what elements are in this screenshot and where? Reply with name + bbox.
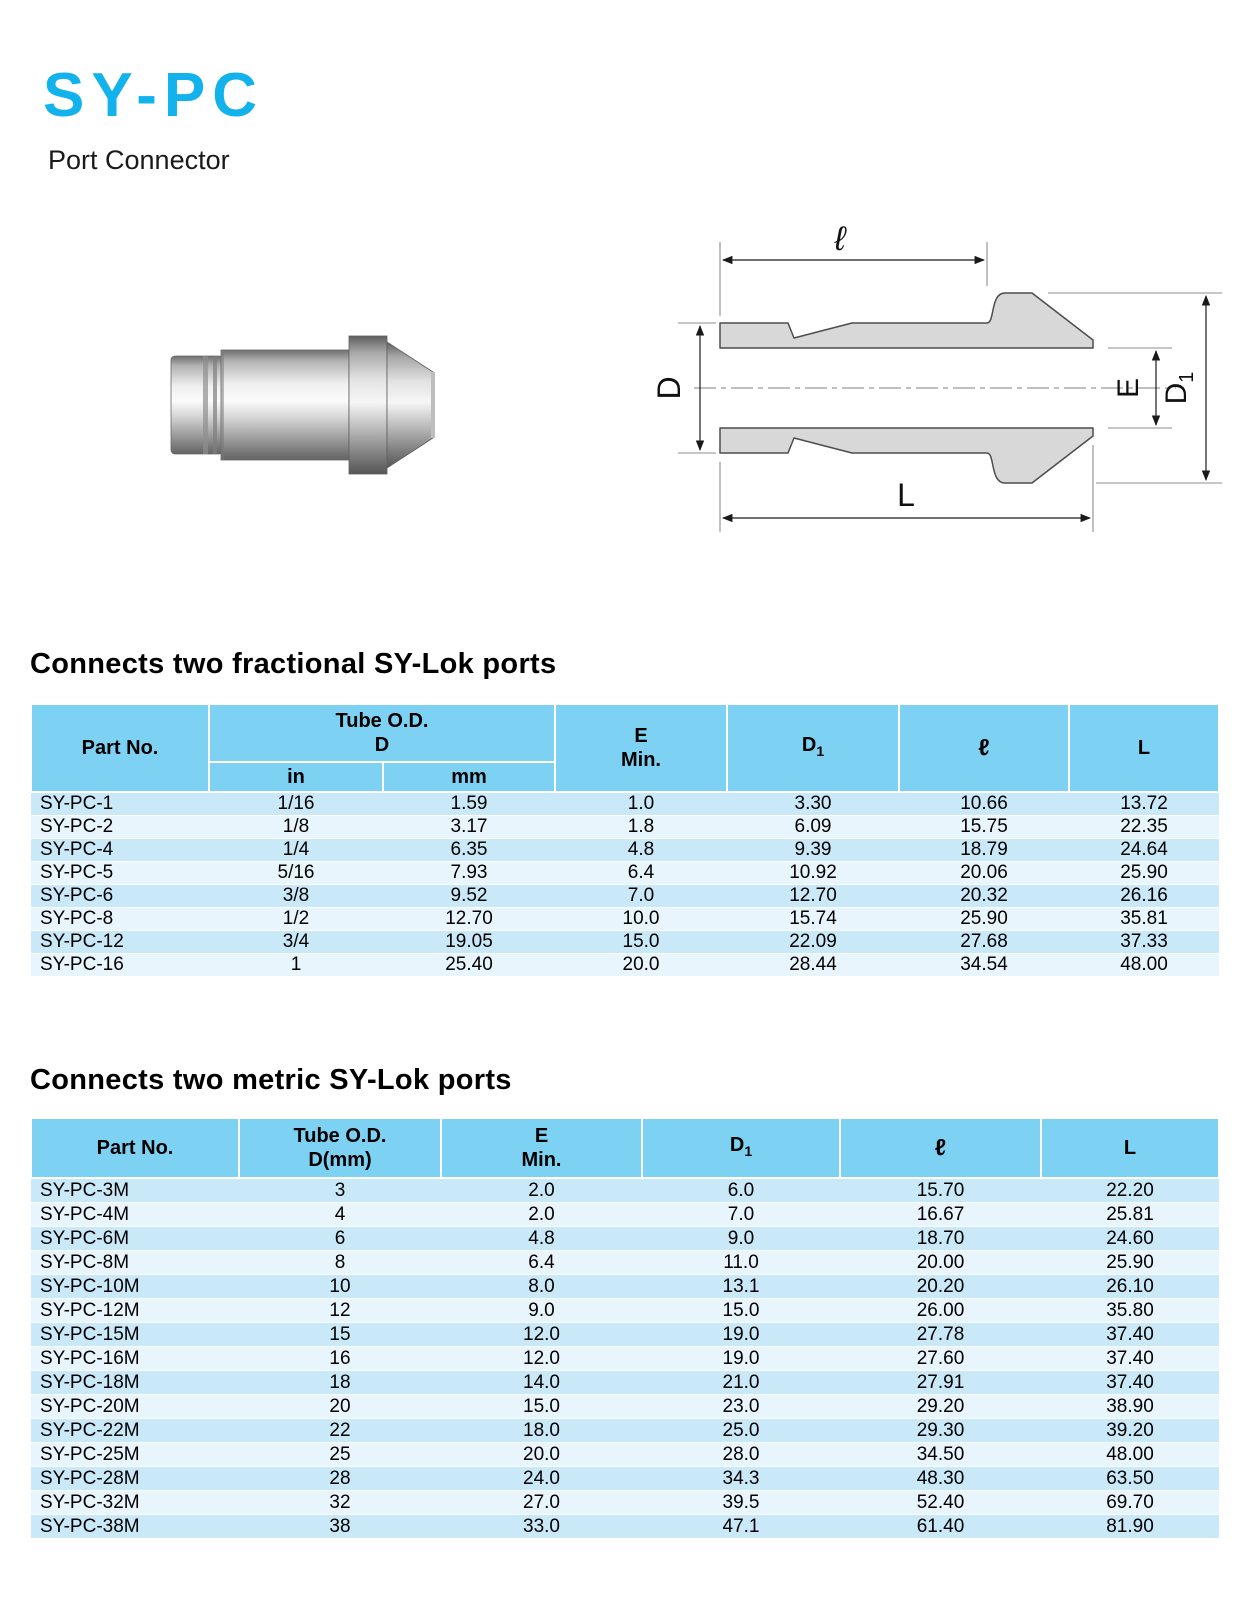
value-cell: 3/8 bbox=[209, 885, 383, 908]
value-cell: 52.40 bbox=[840, 1491, 1041, 1515]
value-cell: 34.3 bbox=[642, 1467, 840, 1491]
part-no-cell: SY-PC-38M bbox=[31, 1515, 239, 1539]
part-no-cell: SY-PC-15M bbox=[31, 1323, 239, 1347]
value-cell: 10.66 bbox=[899, 792, 1069, 816]
col-header-in: in bbox=[209, 762, 383, 792]
value-cell: 15.0 bbox=[441, 1395, 642, 1419]
value-cell: 24.60 bbox=[1041, 1227, 1219, 1251]
e-line2: Min. bbox=[521, 1149, 562, 1171]
value-cell: 12.70 bbox=[727, 885, 899, 908]
value-cell: 23.0 bbox=[642, 1395, 840, 1419]
value-cell: 13.72 bbox=[1069, 792, 1219, 816]
table-row bbox=[31, 1395, 1219, 1419]
fractional-table bbox=[30, 703, 1220, 976]
value-cell: 19.05 bbox=[383, 931, 555, 954]
value-cell: 7.93 bbox=[383, 862, 555, 885]
value-cell: 47.1 bbox=[642, 1515, 840, 1539]
value-cell: 27.60 bbox=[840, 1347, 1041, 1371]
value-cell: 27.0 bbox=[441, 1491, 642, 1515]
part-no-cell: SY-PC-16M bbox=[31, 1347, 239, 1371]
value-cell: 10 bbox=[239, 1275, 441, 1299]
value-cell: 25.90 bbox=[1069, 862, 1219, 885]
table-row bbox=[31, 1251, 1219, 1275]
value-cell: 20.32 bbox=[899, 885, 1069, 908]
value-cell: 12 bbox=[239, 1299, 441, 1323]
table-row bbox=[31, 1299, 1219, 1323]
part-no-cell: SY-PC-25M bbox=[31, 1443, 239, 1467]
metric-table bbox=[30, 1117, 1220, 1538]
col-header-part-no: Part No. bbox=[31, 704, 209, 792]
col-header-e-min bbox=[441, 1118, 642, 1178]
part-no-cell: SY-PC-18M bbox=[31, 1371, 239, 1395]
part-no-cell: SY-PC-28M bbox=[31, 1467, 239, 1491]
value-cell: 27.91 bbox=[840, 1371, 1041, 1395]
part-no-cell: SY-PC-22M bbox=[31, 1419, 239, 1443]
value-cell: 1/2 bbox=[209, 908, 383, 931]
value-cell: 1/8 bbox=[209, 816, 383, 839]
value-cell: 1 bbox=[209, 954, 383, 977]
value-cell: 1/16 bbox=[209, 792, 383, 816]
value-cell: 6.4 bbox=[555, 862, 727, 885]
table-row bbox=[31, 1491, 1219, 1515]
value-cell: 69.70 bbox=[1041, 1491, 1219, 1515]
value-cell: 28 bbox=[239, 1467, 441, 1491]
table-row bbox=[31, 1347, 1219, 1371]
table-row bbox=[31, 1371, 1219, 1395]
table-row bbox=[31, 816, 1219, 839]
col-header-d1: $D_1$ bbox=[642, 1118, 840, 1178]
value-cell: 15 bbox=[239, 1323, 441, 1347]
value-cell: 3/4 bbox=[209, 931, 383, 954]
value-cell: 18.79 bbox=[899, 839, 1069, 862]
value-cell: 24.0 bbox=[441, 1467, 642, 1491]
value-cell: 9.0 bbox=[441, 1299, 642, 1323]
value-cell: 35.81 bbox=[1069, 908, 1219, 931]
value-cell: 27.68 bbox=[899, 931, 1069, 954]
upper-wall bbox=[720, 293, 1093, 348]
value-cell: 4.8 bbox=[441, 1227, 642, 1251]
table-row bbox=[31, 931, 1219, 954]
table-row bbox=[31, 1323, 1219, 1347]
value-cell: 10.0 bbox=[555, 908, 727, 931]
connector-body-photo bbox=[171, 336, 435, 474]
value-cell: 25.90 bbox=[1041, 1251, 1219, 1275]
tube-od-line2: D(mm) bbox=[308, 1149, 372, 1171]
value-cell: 48.00 bbox=[1041, 1443, 1219, 1467]
value-cell: 16.67 bbox=[840, 1203, 1041, 1227]
part-no-cell: SY-PC-8M bbox=[31, 1251, 239, 1275]
value-cell: 18.70 bbox=[840, 1227, 1041, 1251]
value-cell: 18.0 bbox=[441, 1419, 642, 1443]
table-row bbox=[31, 1467, 1219, 1491]
col-header-ell: ℓ bbox=[899, 704, 1069, 792]
value-cell: 39.5 bbox=[642, 1491, 840, 1515]
col-header-ell: ℓ bbox=[840, 1118, 1041, 1178]
value-cell: 35.80 bbox=[1041, 1299, 1219, 1323]
value-cell: 2.0 bbox=[441, 1203, 642, 1227]
value-cell: 25.0 bbox=[642, 1419, 840, 1443]
value-cell: 15.70 bbox=[840, 1178, 1041, 1203]
value-cell: 22.09 bbox=[727, 931, 899, 954]
part-no-cell: SY-PC-3M bbox=[31, 1178, 239, 1203]
value-cell: 3 bbox=[239, 1178, 441, 1203]
table-row bbox=[31, 1419, 1219, 1443]
dim-label-ell: ℓ bbox=[834, 220, 846, 258]
table-row bbox=[31, 1443, 1219, 1467]
table-row bbox=[31, 908, 1219, 931]
part-no-cell: SY-PC-5 bbox=[31, 862, 209, 885]
table-row bbox=[31, 1515, 1219, 1539]
value-cell: 20.20 bbox=[840, 1275, 1041, 1299]
value-cell: 1.8 bbox=[555, 816, 727, 839]
product-photo bbox=[163, 330, 438, 490]
value-cell: 34.50 bbox=[840, 1443, 1041, 1467]
col-header-e-min bbox=[555, 704, 727, 792]
value-cell: 25.81 bbox=[1041, 1203, 1219, 1227]
value-cell: 6.4 bbox=[441, 1251, 642, 1275]
value-cell: 19.0 bbox=[642, 1323, 840, 1347]
value-cell: 48.30 bbox=[840, 1467, 1041, 1491]
value-cell: 38 bbox=[239, 1515, 441, 1539]
part-no-cell: SY-PC-6 bbox=[31, 885, 209, 908]
value-cell: 27.78 bbox=[840, 1323, 1041, 1347]
value-cell: 6.35 bbox=[383, 839, 555, 862]
value-cell: 1.0 bbox=[555, 792, 727, 816]
value-cell: 19.0 bbox=[642, 1347, 840, 1371]
value-cell: 29.20 bbox=[840, 1395, 1041, 1419]
lower-wall bbox=[720, 428, 1093, 483]
value-cell: 81.90 bbox=[1041, 1515, 1219, 1539]
part-no-cell: SY-PC-32M bbox=[31, 1491, 239, 1515]
part-no-cell: SY-PC-4 bbox=[31, 839, 209, 862]
value-cell: 37.40 bbox=[1041, 1323, 1219, 1347]
table-row bbox=[31, 839, 1219, 862]
col-header-mm: mm bbox=[383, 762, 555, 792]
value-cell: 6.0 bbox=[642, 1178, 840, 1203]
value-cell: 9.39 bbox=[727, 839, 899, 862]
value-cell: 48.00 bbox=[1069, 954, 1219, 977]
table-row bbox=[31, 1227, 1219, 1251]
value-cell: 32 bbox=[239, 1491, 441, 1515]
value-cell: 20.0 bbox=[441, 1443, 642, 1467]
part-no-cell: SY-PC-12 bbox=[31, 931, 209, 954]
dim-label-l: L bbox=[897, 477, 915, 513]
value-cell: 25.90 bbox=[899, 908, 1069, 931]
value-cell: 39.20 bbox=[1041, 1419, 1219, 1443]
technical-drawing bbox=[628, 200, 1247, 550]
section-heading-fractional: Connects two fractional SY-Lok ports bbox=[30, 648, 557, 680]
value-cell: 26.16 bbox=[1069, 885, 1219, 908]
value-cell: 4.8 bbox=[555, 839, 727, 862]
table-row bbox=[31, 1203, 1219, 1227]
value-cell: 15.74 bbox=[727, 908, 899, 931]
value-cell: 37.33 bbox=[1069, 931, 1219, 954]
col-header-d1: $D_1$ bbox=[727, 704, 899, 792]
value-cell: 26.10 bbox=[1041, 1275, 1219, 1299]
col-header-tube-od bbox=[209, 704, 555, 762]
value-cell: 1.59 bbox=[383, 792, 555, 816]
section-heading-metric: Connects two metric SY-Lok ports bbox=[30, 1064, 512, 1096]
value-cell: 33.0 bbox=[441, 1515, 642, 1539]
value-cell: 9.0 bbox=[642, 1227, 840, 1251]
value-cell: 25 bbox=[239, 1443, 441, 1467]
e-line1: E bbox=[534, 1125, 549, 1147]
part-no-cell: SY-PC-8 bbox=[31, 908, 209, 931]
table-row bbox=[31, 885, 1219, 908]
value-cell: 7.0 bbox=[642, 1203, 840, 1227]
table-row bbox=[31, 954, 1219, 977]
value-cell: 12.70 bbox=[383, 908, 555, 931]
table-row bbox=[31, 1275, 1219, 1299]
tube-od-line1: Tube O.D. bbox=[335, 710, 429, 732]
part-no-cell: SY-PC-10M bbox=[31, 1275, 239, 1299]
value-cell: 3.30 bbox=[727, 792, 899, 816]
value-cell: 20.06 bbox=[899, 862, 1069, 885]
value-cell: 1/4 bbox=[209, 839, 383, 862]
part-no-cell: SY-PC-6M bbox=[31, 1227, 239, 1251]
e-line2: Min. bbox=[621, 749, 661, 771]
value-cell: 11.0 bbox=[642, 1251, 840, 1275]
value-cell: 25.40 bbox=[383, 954, 555, 977]
value-cell: 10.92 bbox=[727, 862, 899, 885]
dim-label-d: D bbox=[651, 376, 687, 400]
value-cell: 18 bbox=[239, 1371, 441, 1395]
value-cell: 6 bbox=[239, 1227, 441, 1251]
col-header-l: L bbox=[1041, 1118, 1219, 1178]
page-title: SY-PC bbox=[43, 61, 265, 130]
value-cell: 2.0 bbox=[441, 1178, 642, 1203]
table-row bbox=[31, 792, 1219, 816]
value-cell: 9.52 bbox=[383, 885, 555, 908]
value-cell: 61.40 bbox=[840, 1515, 1041, 1539]
table-row bbox=[31, 862, 1219, 885]
value-cell: 34.54 bbox=[899, 954, 1069, 977]
value-cell: 5/16 bbox=[209, 862, 383, 885]
part-no-cell: SY-PC-20M bbox=[31, 1395, 239, 1419]
value-cell: 3.17 bbox=[383, 816, 555, 839]
value-cell: 13.1 bbox=[642, 1275, 840, 1299]
part-no-cell: SY-PC-12M bbox=[31, 1299, 239, 1323]
value-cell: 6.09 bbox=[727, 816, 899, 839]
value-cell: 29.30 bbox=[840, 1419, 1041, 1443]
tube-od-line1: Tube O.D. bbox=[293, 1125, 387, 1147]
part-no-cell: SY-PC-2 bbox=[31, 816, 209, 839]
dim-label-e: E bbox=[1112, 377, 1145, 399]
value-cell: 15.0 bbox=[555, 931, 727, 954]
value-cell: 28.44 bbox=[727, 954, 899, 977]
e-line1: E bbox=[634, 725, 648, 747]
col-header-tube-od bbox=[239, 1118, 441, 1178]
value-cell: 21.0 bbox=[642, 1371, 840, 1395]
value-cell: 37.40 bbox=[1041, 1371, 1219, 1395]
value-cell: 7.0 bbox=[555, 885, 727, 908]
value-cell: 63.50 bbox=[1041, 1467, 1219, 1491]
value-cell: 38.90 bbox=[1041, 1395, 1219, 1419]
page-subtitle: Port Connector bbox=[48, 145, 230, 175]
value-cell: 28.0 bbox=[642, 1443, 840, 1467]
tube-od-line2: D bbox=[374, 734, 390, 756]
value-cell: 12.0 bbox=[441, 1347, 642, 1371]
dim-label-d1: $D_1$ bbox=[1160, 371, 1198, 405]
value-cell: 12.0 bbox=[441, 1323, 642, 1347]
value-cell: 4 bbox=[239, 1203, 441, 1227]
value-cell: 24.64 bbox=[1069, 839, 1219, 862]
value-cell: 26.00 bbox=[840, 1299, 1041, 1323]
part-no-cell: SY-PC-4M bbox=[31, 1203, 239, 1227]
dim-ell bbox=[720, 220, 987, 316]
value-cell: 20 bbox=[239, 1395, 441, 1419]
value-cell: 14.0 bbox=[441, 1371, 642, 1395]
value-cell: 37.40 bbox=[1041, 1347, 1219, 1371]
value-cell: 15.75 bbox=[899, 816, 1069, 839]
value-cell: 22.20 bbox=[1041, 1178, 1219, 1203]
value-cell: 22 bbox=[239, 1419, 441, 1443]
value-cell: 22.35 bbox=[1069, 816, 1219, 839]
value-cell: 8.0 bbox=[441, 1275, 642, 1299]
col-header-l: L bbox=[1069, 704, 1219, 792]
value-cell: 15.0 bbox=[642, 1299, 840, 1323]
part-no-cell: SY-PC-16 bbox=[31, 954, 209, 977]
table-row bbox=[31, 1178, 1219, 1203]
value-cell: 20.00 bbox=[840, 1251, 1041, 1275]
value-cell: 16 bbox=[239, 1347, 441, 1371]
value-cell: 20.0 bbox=[555, 954, 727, 977]
part-no-cell: SY-PC-1 bbox=[31, 792, 209, 816]
value-cell: 8 bbox=[239, 1251, 441, 1275]
col-header-part-no: Part No. bbox=[31, 1118, 239, 1178]
